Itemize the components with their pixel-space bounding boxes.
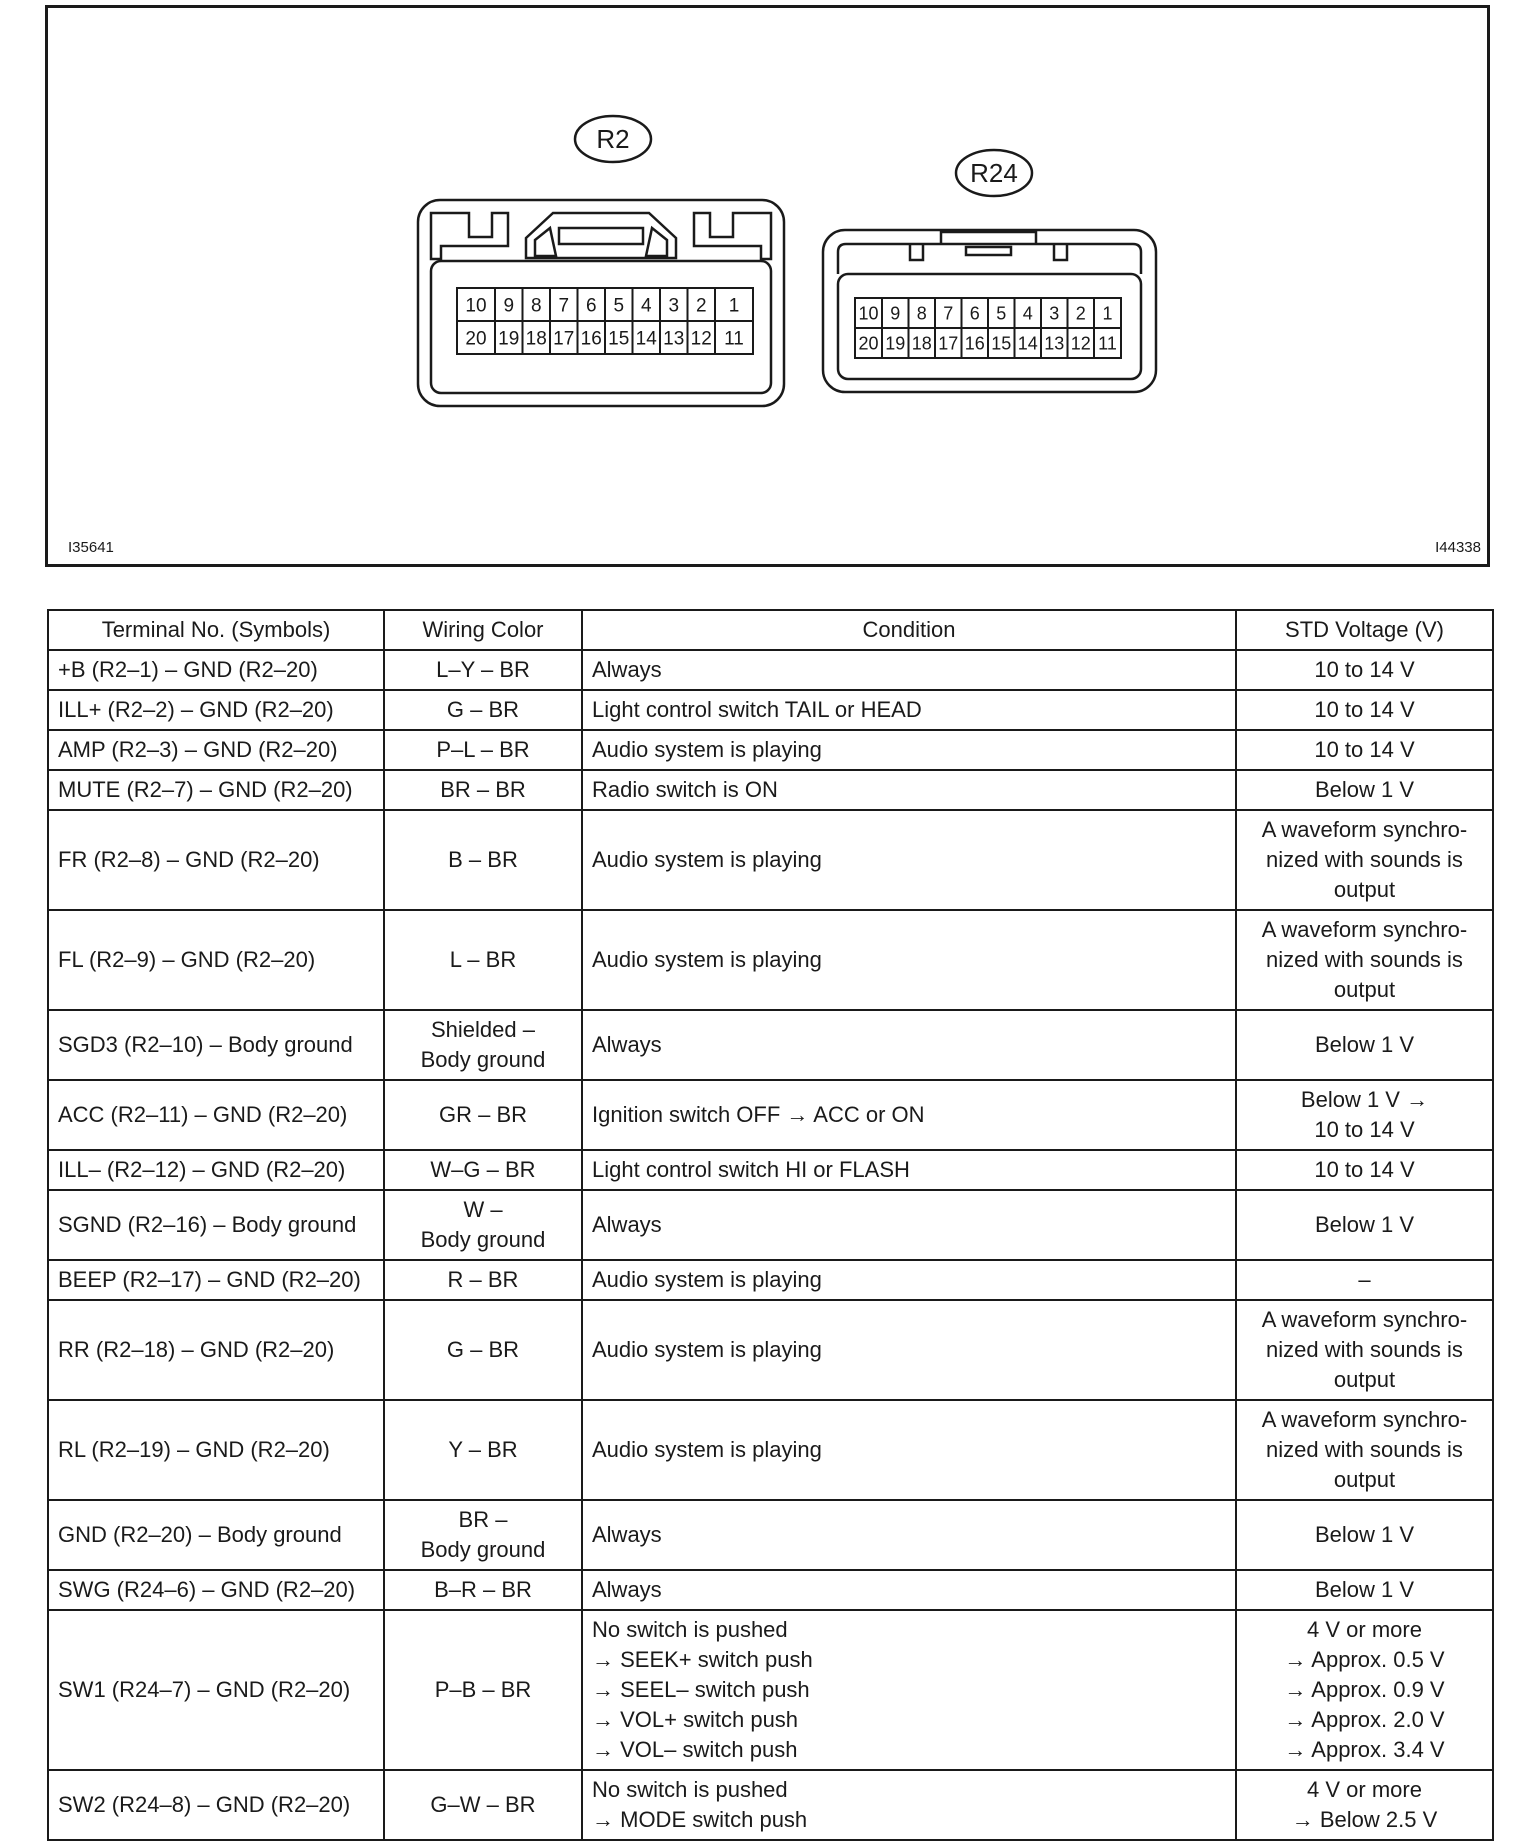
header-wiring-color: Wiring Color [384, 610, 582, 650]
terminal-cell: SW2 (R24–8) – GND (R2–20) [48, 1770, 384, 1840]
r2-connector-inner [431, 261, 771, 393]
r24-connector-inner [838, 274, 1141, 379]
std-voltage-cell [1236, 1400, 1493, 1500]
std-voltage-cell [1236, 810, 1493, 910]
wiring-color-cell [384, 650, 582, 690]
std-voltage-cell-line: Below 1 V → [1300, 1087, 1429, 1112]
condition-cell-line: Always [592, 1032, 662, 1057]
wiring-color-cell-line: GR – BR [438, 1102, 528, 1127]
condition-cell-line: Audio system is playing [592, 847, 822, 872]
condition-cell [582, 1610, 1236, 1770]
std-voltage-cell [1236, 690, 1493, 730]
condition-cell-line: Light control switch HI or FLASH [592, 1157, 910, 1182]
pin-number: 20 [465, 328, 487, 350]
pin-number: 17 [938, 333, 959, 354]
condition-cell [582, 1500, 1236, 1570]
table-row [48, 650, 1493, 690]
std-voltage-cell [1236, 910, 1493, 1010]
terminal-spec-table [47, 609, 1494, 1841]
std-voltage-cell [1236, 1300, 1493, 1400]
table-row [48, 910, 1493, 1010]
std-voltage-cell-line: output [1333, 1467, 1396, 1492]
wiring-color-cell-line: G – BR [446, 697, 520, 722]
pin-number: 16 [964, 333, 985, 354]
header-condition: Condition [582, 610, 1236, 650]
header-terminal: Terminal No. (Symbols) [48, 610, 384, 650]
condition-cell [582, 1400, 1236, 1500]
table-header-row [48, 610, 1493, 650]
pin-number: 3 [1049, 303, 1060, 324]
wiring-color-cell [384, 1300, 582, 1400]
wiring-color-cell [384, 690, 582, 730]
condition-cell-line: → VOL– switch push [592, 1737, 798, 1762]
condition-cell-line: Audio system is playing [592, 947, 822, 972]
table-row [48, 1190, 1493, 1260]
table-row [48, 1150, 1493, 1190]
wiring-color-cell [384, 1150, 582, 1190]
terminal-cell: ILL– (R2–12) – GND (R2–20) [48, 1150, 384, 1190]
pin-number: 7 [558, 295, 570, 317]
std-voltage-cell-line: A waveform synchro- [1261, 817, 1468, 842]
terminal-cell: SW1 (R24–7) – GND (R2–20) [48, 1610, 384, 1770]
wiring-color-cell [384, 1190, 582, 1260]
wiring-color-cell-line: Body ground [420, 1227, 546, 1252]
r2-pin-grid [457, 288, 753, 354]
std-voltage-cell [1236, 1570, 1493, 1610]
pin-number: 11 [1098, 333, 1117, 354]
condition-cell-line: No switch is pushed [592, 1777, 788, 1802]
pin-number: 13 [1044, 333, 1065, 354]
r2-lock-left [535, 228, 556, 256]
condition-cell-line: → SEEK+ switch push [592, 1647, 813, 1672]
condition-cell-line: Audio system is playing [592, 1437, 822, 1462]
std-voltage-cell-line: Below 1 V [1314, 1032, 1415, 1057]
wiring-color-cell-line: BR – [458, 1507, 508, 1532]
std-voltage-cell [1236, 1610, 1493, 1770]
pin-number: 6 [585, 295, 597, 317]
wiring-color-cell-line: Body ground [420, 1537, 546, 1562]
condition-cell [582, 1260, 1236, 1300]
table-row [48, 1770, 1493, 1840]
condition-cell-line: Light control switch TAIL or HEAD [592, 697, 922, 722]
pin-number: 3 [668, 295, 680, 317]
pin-number: 9 [503, 295, 515, 317]
pin-number: 7 [943, 303, 954, 324]
pin-number: 1 [728, 295, 740, 317]
terminal-cell: FL (R2–9) – GND (R2–20) [48, 910, 384, 1010]
r2-lock-slot [559, 228, 643, 244]
std-voltage-cell-line: – [1358, 1267, 1371, 1292]
condition-cell-line: → VOL+ switch push [592, 1707, 799, 1732]
terminal-cell: SGD3 (R2–10) – Body ground [48, 1010, 384, 1080]
r2-lock-tab [526, 213, 676, 258]
std-voltage-cell [1236, 1260, 1493, 1300]
wiring-color-cell-line: G – BR [446, 1337, 520, 1362]
pin-number: 17 [553, 328, 575, 350]
pin-number: 14 [1017, 333, 1038, 354]
table-row [48, 1300, 1493, 1400]
r24-lock-slot [966, 247, 1011, 255]
pin-number: 8 [530, 295, 542, 317]
wiring-color-cell [384, 730, 582, 770]
table-row [48, 810, 1493, 910]
pin-number: 12 [690, 328, 712, 350]
std-voltage-cell-line: nized with sounds is [1266, 947, 1463, 972]
wiring-color-cell-line: G–W – BR [430, 1792, 536, 1817]
table-row [48, 690, 1493, 730]
std-voltage-cell-line: output [1333, 977, 1396, 1002]
std-voltage-cell-line: Below 1 V [1314, 1522, 1415, 1547]
pin-number: 19 [885, 333, 906, 354]
wiring-color-cell [384, 1260, 582, 1300]
r2-connector-label: R2 [596, 124, 630, 154]
std-voltage-cell-line: 10 to 14 V [1314, 1157, 1415, 1182]
wiring-color-cell-line: L–Y – BR [436, 657, 530, 682]
std-voltage-cell-line: 10 to 14 V [1314, 697, 1415, 722]
wiring-color-cell [384, 770, 582, 810]
pin-number: 18 [525, 328, 547, 350]
terminal-cell: FR (R2–8) – GND (R2–20) [48, 810, 384, 910]
std-voltage-cell-line: nized with sounds is [1266, 847, 1463, 872]
condition-cell [582, 1150, 1236, 1190]
wiring-color-cell [384, 810, 582, 910]
std-voltage-cell-line: → Approx. 2.0 V [1284, 1707, 1445, 1732]
condition-cell-line: Audio system is playing [592, 1267, 822, 1292]
pin-number: 10 [858, 303, 879, 324]
wiring-color-cell [384, 1010, 582, 1080]
table-row [48, 1080, 1493, 1150]
wiring-color-cell-line: Shielded – [431, 1017, 535, 1042]
std-voltage-cell-line: → Approx. 0.9 V [1284, 1677, 1445, 1702]
terminal-cell: GND (R2–20) – Body ground [48, 1500, 384, 1570]
terminal-cell: RR (R2–18) – GND (R2–20) [48, 1300, 384, 1400]
std-voltage-cell-line: 4 V or more [1307, 1617, 1422, 1642]
condition-cell [582, 770, 1236, 810]
wiring-color-cell-line: B – BR [448, 847, 518, 872]
std-voltage-cell [1236, 1190, 1493, 1260]
pin-number: 4 [1022, 303, 1033, 324]
condition-cell-line: → SEEL– switch push [592, 1677, 810, 1702]
condition-cell-line: Always [592, 1522, 662, 1547]
std-voltage-cell-line: 4 V or more [1307, 1777, 1422, 1802]
condition-cell [582, 690, 1236, 730]
pin-number: 5 [996, 303, 1007, 324]
pin-number: 18 [911, 333, 932, 354]
condition-cell [582, 910, 1236, 1010]
pin-number: 9 [890, 303, 901, 324]
condition-cell-line: Always [592, 1577, 662, 1602]
std-voltage-cell [1236, 770, 1493, 810]
wiring-color-cell-line: Body ground [420, 1047, 546, 1072]
r24-lock-tab [941, 232, 1036, 244]
pin-number: 14 [635, 328, 657, 350]
condition-cell-line: Audio system is playing [592, 737, 822, 762]
terminal-cell: +B (R2–1) – GND (R2–20) [48, 650, 384, 690]
wiring-color-cell [384, 1400, 582, 1500]
pin-number: 2 [695, 295, 707, 317]
std-voltage-cell-line: nized with sounds is [1266, 1437, 1463, 1462]
std-voltage-cell-line: A waveform synchro- [1261, 1307, 1468, 1332]
pin-number: 11 [724, 328, 744, 350]
connector-figure [45, 5, 1490, 567]
std-voltage-cell-line: → Approx. 0.5 V [1284, 1647, 1445, 1672]
std-voltage-cell-line: Below 1 V [1314, 1577, 1415, 1602]
pin-number: 4 [640, 295, 652, 317]
wiring-color-cell-line: P–L – BR [436, 737, 530, 762]
condition-cell [582, 810, 1236, 910]
terminal-cell: ACC (R2–11) – GND (R2–20) [48, 1080, 384, 1150]
table-body [48, 650, 1493, 1840]
wiring-color-cell-line: R – BR [447, 1267, 519, 1292]
wiring-color-cell [384, 1610, 582, 1770]
condition-cell-line: Always [592, 1212, 662, 1237]
r24-top-rail [838, 244, 1141, 274]
std-voltage-cell-line: Below 1 V [1314, 777, 1415, 802]
terminal-cell: AMP (R2–3) – GND (R2–20) [48, 730, 384, 770]
pin-number: 15 [991, 333, 1012, 354]
condition-cell [582, 1770, 1236, 1840]
table-row [48, 1610, 1493, 1770]
terminal-cell: SGND (R2–16) – Body ground [48, 1190, 384, 1260]
std-voltage-cell [1236, 1770, 1493, 1840]
wiring-color-cell [384, 910, 582, 1010]
wiring-color-cell-line: Y – BR [448, 1437, 518, 1462]
condition-cell-line: Ignition switch OFF → ACC or ON [592, 1102, 925, 1127]
table-row [48, 1260, 1493, 1300]
std-voltage-cell-line: A waveform synchro- [1261, 917, 1468, 942]
table-row [48, 1400, 1493, 1500]
std-voltage-cell [1236, 1010, 1493, 1080]
pin-number: 6 [969, 303, 980, 324]
terminal-cell: ILL+ (R2–2) – GND (R2–20) [48, 690, 384, 730]
r24-connector-label: R24 [970, 158, 1018, 188]
std-voltage-cell-line: output [1333, 877, 1396, 902]
std-voltage-cell-line: 10 to 14 V [1314, 1117, 1415, 1142]
connector-diagram [48, 8, 1487, 564]
pin-number: 5 [613, 295, 625, 317]
std-voltage-cell-line: A waveform synchro- [1261, 1407, 1468, 1432]
std-voltage-cell-line: 10 to 14 V [1314, 657, 1415, 682]
wiring-color-cell-line: BR – BR [440, 777, 526, 802]
std-voltage-cell [1236, 1500, 1493, 1570]
std-voltage-cell-line: → Approx. 3.4 V [1284, 1737, 1445, 1762]
r2-right-latch [694, 213, 771, 259]
wiring-color-cell [384, 1570, 582, 1610]
pin-number: 20 [858, 333, 879, 354]
terminal-cell: MUTE (R2–7) – GND (R2–20) [48, 770, 384, 810]
pin-number: 8 [916, 303, 927, 324]
r2-lock-right [646, 228, 667, 256]
pin-number: 19 [498, 328, 520, 350]
std-voltage-cell [1236, 1150, 1493, 1190]
pin-number: 13 [663, 328, 685, 350]
pin-number: 15 [608, 328, 630, 350]
condition-cell [582, 1570, 1236, 1610]
condition-cell-line: Radio switch is ON [592, 777, 778, 802]
condition-cell-line: Audio system is playing [592, 1337, 822, 1362]
pin-number: 10 [465, 295, 487, 317]
std-voltage-cell [1236, 1080, 1493, 1150]
std-voltage-cell-line: → Below 2.5 V [1291, 1807, 1438, 1832]
pin-number: 2 [1075, 303, 1086, 324]
table-row [48, 730, 1493, 770]
table-row [48, 1010, 1493, 1080]
terminal-cell: SWG (R24–6) – GND (R2–20) [48, 1570, 384, 1610]
std-voltage-cell [1236, 650, 1493, 690]
wiring-color-cell-line: B–R – BR [434, 1577, 532, 1602]
condition-cell [582, 1080, 1236, 1150]
figure-id-left: I35641 [68, 539, 114, 556]
condition-cell [582, 1010, 1236, 1080]
table-row [48, 1500, 1493, 1570]
condition-cell [582, 650, 1236, 690]
wiring-color-cell [384, 1770, 582, 1840]
condition-cell-line: Always [592, 657, 662, 682]
std-voltage-cell [1236, 730, 1493, 770]
pin-number: 16 [580, 328, 602, 350]
terminal-cell: RL (R2–19) – GND (R2–20) [48, 1400, 384, 1500]
r2-left-latch [431, 213, 508, 259]
std-voltage-cell-line: output [1333, 1367, 1396, 1392]
pin-number: 1 [1102, 303, 1113, 324]
std-voltage-cell-line: Below 1 V [1314, 1212, 1415, 1237]
std-voltage-cell-line: 10 to 14 V [1314, 737, 1415, 762]
wiring-color-cell-line: P–B – BR [434, 1677, 532, 1702]
r24-pin-grid [855, 298, 1121, 358]
wiring-color-cell [384, 1500, 582, 1570]
std-voltage-cell-line: nized with sounds is [1266, 1337, 1463, 1362]
terminal-cell: BEEP (R2–17) – GND (R2–20) [48, 1260, 384, 1300]
table-row [48, 770, 1493, 810]
wiring-color-cell-line: L – BR [449, 947, 517, 972]
condition-cell-line: → MODE switch push [592, 1807, 808, 1832]
pin-number: 12 [1070, 333, 1091, 354]
condition-cell-line: No switch is pushed [592, 1617, 788, 1642]
condition-cell [582, 1190, 1236, 1260]
wiring-color-cell-line: W – [463, 1197, 503, 1222]
condition-cell [582, 1300, 1236, 1400]
figure-id-right: I44338 [1435, 539, 1481, 556]
header-std-voltage: STD Voltage (V) [1236, 610, 1493, 650]
wiring-color-cell [384, 1080, 582, 1150]
table-row [48, 1570, 1493, 1610]
condition-cell [582, 730, 1236, 770]
wiring-color-cell-line: W–G – BR [430, 1157, 536, 1182]
